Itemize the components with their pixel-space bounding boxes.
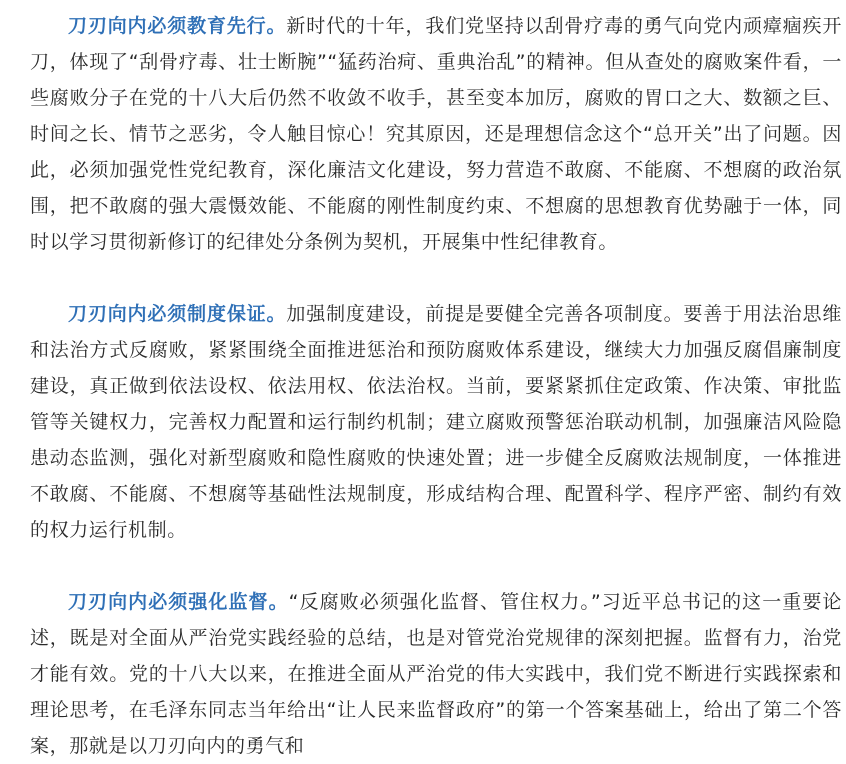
paragraph-lead-heading: 刀刃向内必须强化监督。 — [68, 591, 289, 613]
paragraph-lead-heading: 刀刃向内必须制度保证。 — [68, 303, 287, 325]
paragraph-text: 新时代的十年，我们党坚持以刮骨疗毒的勇气向党内顽瘴痼疾开刀，体现了“刮骨疗毒、壮士断腕”“猛药治疴、重典治乱”的精神。但从查处的腐败案件看，一些腐败分子在党的十八大后仍然不收敛不收手，甚至变本加厉，腐败的胃口之大、数额之巨、时间之长、情节之恶劣，令人触目惊心！究其原因，还是理想信念这个“总开关”出了问题。因此，必须加强党性党纪教育，深化廉洁文化建设，努力营造不敢腐、不能腐、不想腐的政治氛围，把不敢腐的强大震慑效能、不能腐的刚性制度约束、不想腐的思想教育优势融于一体，同时以学习贯彻新修订的纪律处分条例为契机，开展集中性纪律教育。 — [30, 15, 842, 253]
paragraph-lead-heading: 刀刃向内必须教育先行。 — [68, 15, 287, 37]
paragraph-strengthen-supervision — [30, 584, 842, 764]
paragraph-text: “反腐败必须强化监督、管住权力。”习近平总书记的这一重要论述，既是对全面从严治党实践经验的总结，也是对管党治党规律的深刻把握。监督有力，治党才能有效。党的十八大以来，在推进全面从严治党的伟大实践中，我们党不断进行实践探索和理论思考，在毛泽东同志当年给出“让人民来监督政府”的第一个答案基础上，给出了第二个答案，那就是以刀刃向内的勇气和 — [30, 591, 842, 757]
paragraph-education-first — [30, 8, 842, 260]
paragraph-text: 加强制度建设，前提是要健全完善各项制度。要善于用法治思维和法治方式反腐败，紧紧围绕全面推进惩治和预防腐败体系建设，继续大力加强反腐倡廉制度建设，真正做到依法设权、依法用权、依法治权。当前，要紧紧抓住定政策、作决策、审批监管等关键权力，完善权力配置和运行制约机制；建立腐败预警惩治联动机制，加强廉洁风险隐患动态监测，强化对新型腐败和隐性腐败的快速处置；进一步健全反腐败法规制度，一体推进不敢腐、不能腐、不想腐等基础性法规制度，形成结构合理、配置科学、程序严密、制约有效的权力运行机制。 — [30, 303, 842, 541]
paragraph-institutional-guarantee — [30, 296, 842, 548]
